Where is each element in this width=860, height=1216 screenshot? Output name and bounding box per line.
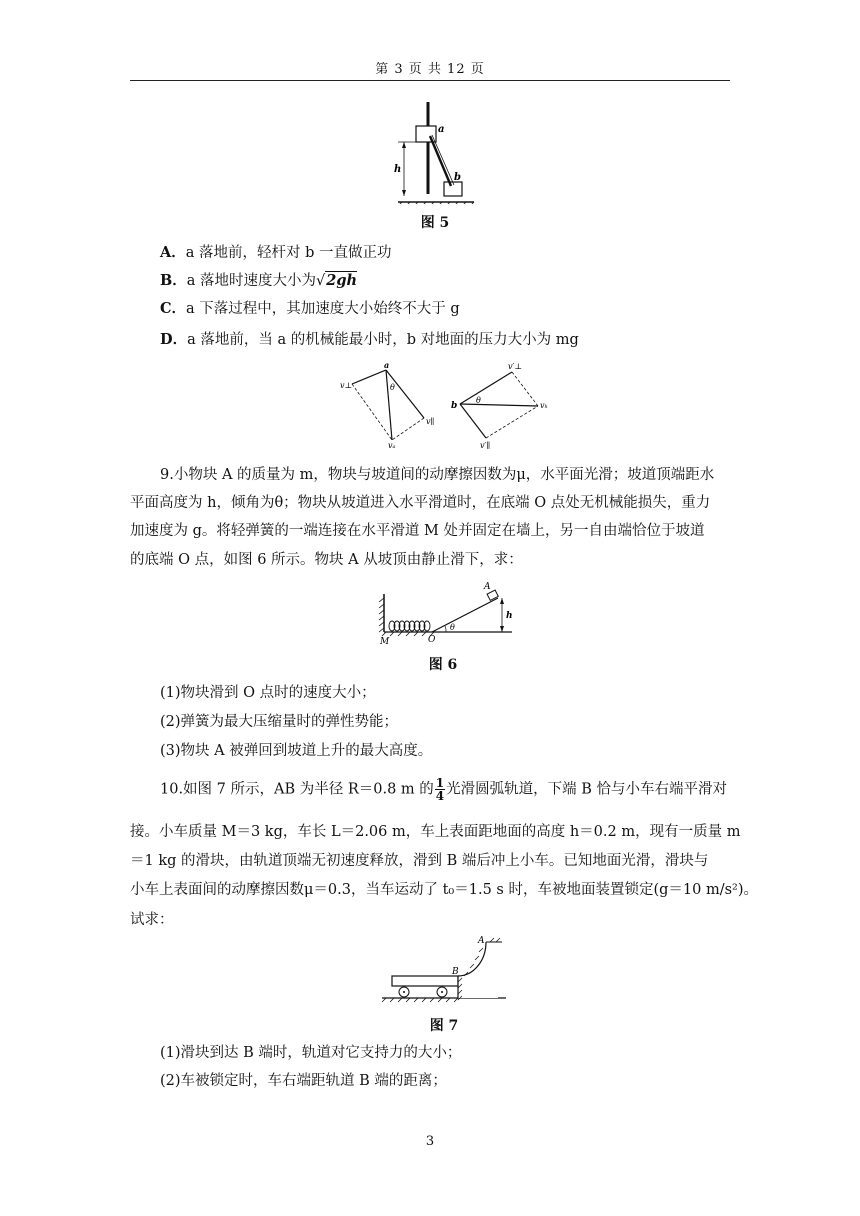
figure-6-diagram <box>372 580 522 648</box>
option-c: C．a 下落过程中，其加速度大小始终不大于 g <box>160 300 460 317</box>
q9-sub-3: (3)物块 A 被弹回到坡道上升的最大高度。 <box>160 743 433 759</box>
fig7-label-B: B <box>452 967 459 977</box>
figure-5-diagram <box>390 98 480 204</box>
fig5-label-b: b <box>454 172 461 183</box>
fig5-label-h: h <box>394 164 402 175</box>
q9-line-3: 加速度为 g。将轻弹簧的一端连接在水平滑道 M 处并固定在墙上，另一自由端恰位于坡道 <box>130 523 705 539</box>
fig6-label-M: M <box>380 637 390 647</box>
fig6-label-A: A <box>484 582 491 592</box>
fig6-label-theta: θ <box>450 623 455 632</box>
figure-7-diagram <box>378 934 510 1006</box>
figure-6-caption: 图 6 <box>428 657 458 673</box>
vec-left-a: a <box>384 360 390 370</box>
fig6-label-O: O <box>428 635 436 645</box>
vec-left-theta: θ <box>390 383 395 392</box>
vec-right-theta: θ <box>476 396 481 405</box>
q10-line-1: 10.如图 7 所示，AB 为半径 R＝0.8 m 的 $\frac{1}{4}$ 光滑圆弧轨道，下端 B 恰与小车右端平滑对 <box>160 776 728 803</box>
vec-right-b: b <box>451 401 458 411</box>
q10-line-2: 接。小车质量 M＝3 kg，车长 L＝2.06 m，车上表面距地面的高度 h＝0.2 m，现有一质量 m <box>130 824 741 840</box>
q9-sub-2: (2)弹簧为最大压缩量时的弹性势能； <box>160 714 399 730</box>
q10-sub-1: (1)滑块到达 B 端时，轨道对它支持力的大小； <box>160 1045 462 1061</box>
page-header: 第 3 页 共 12 页 <box>375 62 485 77</box>
q10-line-4: 小车上表面间的动摩擦因数μ＝0.3，当车运动了 t₀＝1.5 s 时，车被地面装置锁定(g＝10 m/s²)。 <box>130 882 758 898</box>
vec-left-vperp: v⊥ <box>340 381 353 390</box>
q10-sub-2: (2)车被锁定时，车右端距轨道 B 端的距离； <box>160 1073 447 1089</box>
fig5-label-a: a <box>438 124 445 135</box>
vec-right-vpar: v′∥ <box>480 441 491 450</box>
vector-decomposition-diagram <box>310 360 560 450</box>
header-rule <box>130 80 730 81</box>
fig7-label-A: A <box>478 936 485 946</box>
page-number: 3 <box>425 1134 435 1149</box>
option-d: D．a 落地前，当 a 的机械能最小时，b 对地面的压力大小为 mg <box>160 331 579 348</box>
quarter-fraction: $\frac{1}{4}$ <box>435 776 445 803</box>
q10-line-3: ＝1 kg 的滑块，由轨道顶端无初速度释放，滑到 B 端后冲上小车。已知地面光滑，滑块与 <box>130 853 709 869</box>
option-a: A．a 落地前，轻杆对 b 一直做正功 <box>160 244 392 261</box>
q9-line-2: 平面高度为 h，倾角为θ；物块从坡道进入水平滑道时，在底端 O 点处无机械能损失，重力 <box>130 495 711 511</box>
option-b: B．a 落地时速度大小为√2gh <box>160 272 358 289</box>
vec-right-vb: vₕ <box>540 401 548 410</box>
q10-line-5: 试求： <box>130 912 174 928</box>
vec-right-vperp: v′⊥ <box>508 362 522 371</box>
q9-line-4: 的底端 O 点，如图 6 所示。物块 A 从坡顶由静止滑下，求： <box>130 552 523 568</box>
figure-7-caption: 图 7 <box>429 1018 459 1034</box>
q9-sub-1: (1)物块滑到 O 点时的速度大小； <box>160 685 376 701</box>
vec-left-vpar: v∥ <box>426 417 435 426</box>
fig6-label-h: h <box>506 611 513 621</box>
vec-left-va: vₐ <box>388 441 396 450</box>
figure-5-caption: 图 5 <box>420 215 450 231</box>
q9-line-1: 9.小物块 A 的质量为 m，物块与坡道间的动摩擦因数为μ，水平面光滑；坡道顶端距水 <box>160 467 715 483</box>
